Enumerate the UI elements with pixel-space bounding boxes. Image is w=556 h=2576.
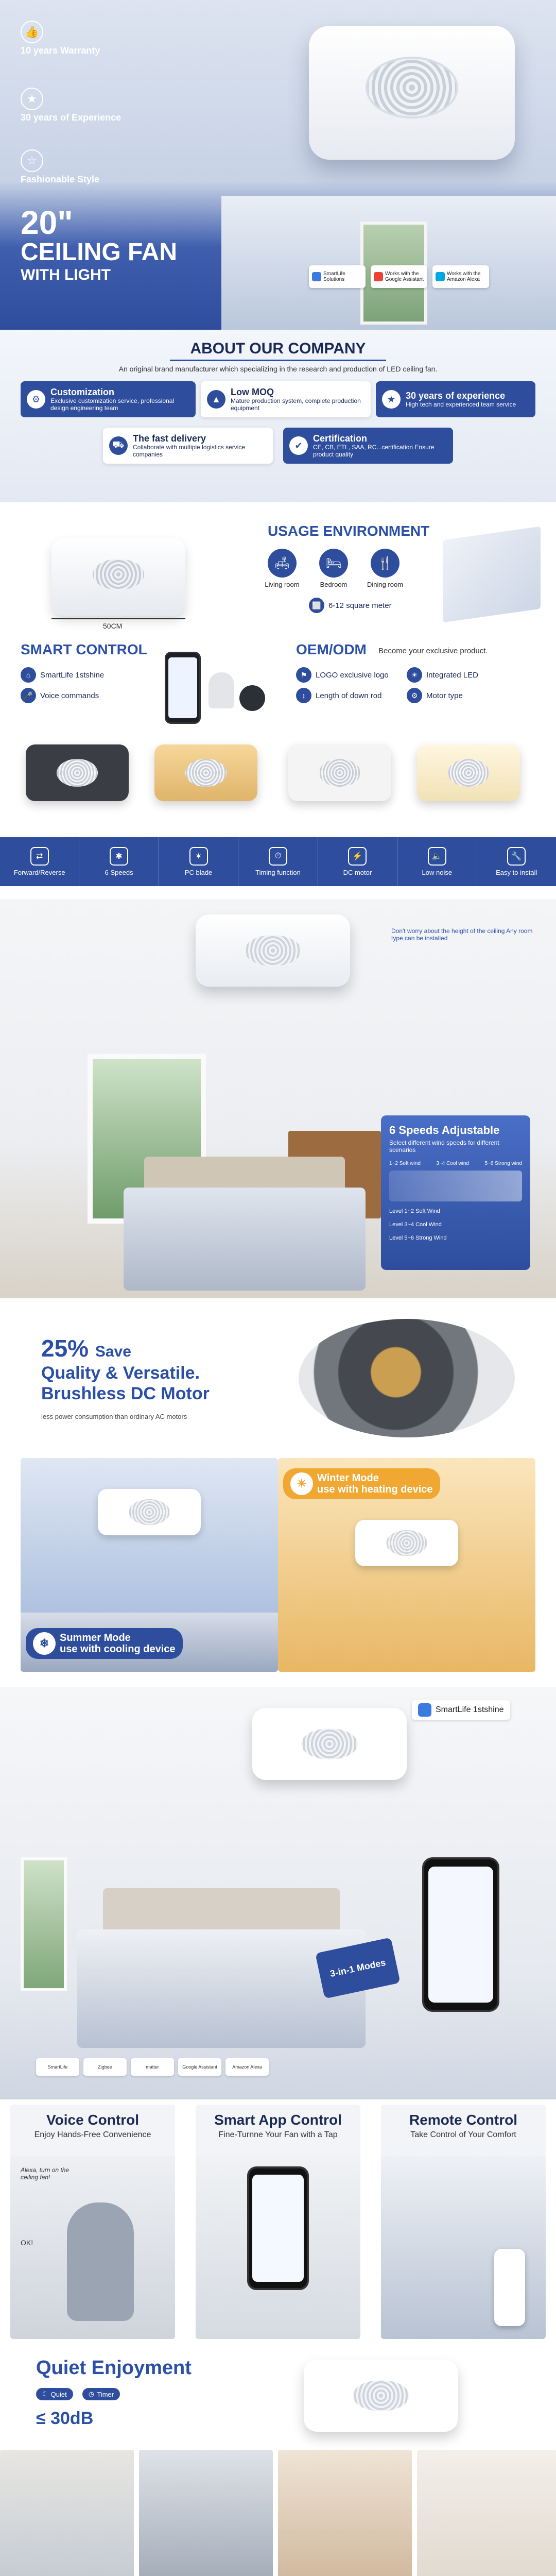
wind-wave-graphic bbox=[389, 1171, 522, 1201]
strip-item bbox=[318, 837, 397, 886]
card-title: Voice Control bbox=[46, 2112, 139, 2128]
strip-label: PC blade bbox=[184, 869, 213, 876]
strip-label: Low noise bbox=[422, 869, 453, 876]
area-label: 6-12 square meter bbox=[328, 601, 392, 610]
area-row bbox=[309, 598, 392, 613]
badge-label: SmartLife Solutions bbox=[323, 271, 345, 282]
winter-mode-label bbox=[283, 1468, 440, 1499]
phone-in-hand bbox=[247, 2166, 309, 2290]
smartlife-badge-label: SmartLife 1stshine bbox=[436, 1705, 504, 1714]
compatibility-badges bbox=[309, 265, 489, 288]
card-desc: CE, CB, ETL, SAA, RC...certification Ensure product quality bbox=[313, 444, 435, 458]
room-label: Dining room bbox=[367, 581, 404, 588]
variant-cream-fan bbox=[417, 744, 520, 801]
speed-mark: 5~6 Strong wind bbox=[484, 1161, 522, 1166]
card-subtitle: Fine-Turnne Your Fan with a Tap bbox=[218, 2130, 338, 2139]
house-illustration bbox=[443, 527, 541, 623]
speed-title: 6 Speeds Adjustable bbox=[389, 1124, 500, 1137]
voice-reply: OK! bbox=[21, 2239, 33, 2247]
modes-section bbox=[0, 1458, 556, 1687]
bedroom-section bbox=[0, 899, 556, 1298]
feature-label: Fashionable Style bbox=[21, 174, 100, 184]
card-low-moq bbox=[201, 381, 371, 417]
smartlife-icon bbox=[418, 1703, 431, 1717]
card-subtitle: Take Control of Your Comfort bbox=[410, 2130, 516, 2139]
oem-label: Motor type bbox=[426, 691, 463, 700]
card-certification bbox=[283, 428, 453, 464]
speed-level: Level 5~6 Strong Wind bbox=[389, 1235, 447, 1241]
remote-scene-image bbox=[381, 2156, 546, 2339]
snowflake-icon: ❄ bbox=[33, 1632, 56, 1655]
smartlife-icon bbox=[312, 272, 321, 281]
badge-label: Works with the Google Assistant bbox=[385, 271, 424, 282]
smartlife-badge bbox=[412, 1700, 510, 1720]
summer-label-2: use with cooling device bbox=[60, 1643, 176, 1655]
voice-control-card bbox=[10, 2105, 175, 2339]
noise-level: ≤ 30dB bbox=[36, 2409, 94, 2428]
motor-section bbox=[0, 1298, 556, 1458]
title-line-2: CEILING FAN bbox=[21, 239, 178, 266]
card-title: Smart App Control bbox=[214, 2112, 342, 2128]
card-title: The fast delivery bbox=[133, 433, 206, 444]
card-title: Remote Control bbox=[409, 2112, 517, 2128]
usage-heading: USAGE ENVIRONMENT bbox=[268, 523, 430, 539]
winter-mode-panel bbox=[278, 1458, 535, 1672]
card-desc: Collaborate with multiple logistics service companies bbox=[133, 444, 246, 458]
motor-title-line-1: Quality & Versatile. bbox=[41, 1363, 200, 1383]
speed-mark: 3~4 Cool wind bbox=[436, 1161, 469, 1166]
winter-fan-image bbox=[355, 1520, 458, 1566]
controls-section bbox=[0, 2099, 556, 2347]
feature-experience bbox=[21, 88, 121, 123]
card-title: Low MOQ bbox=[231, 387, 274, 397]
title-line-3: WITH LIGHT bbox=[21, 266, 111, 283]
card-desc: Mature production system, complete production equipment bbox=[231, 397, 361, 412]
smart-speaker-dark-image bbox=[239, 685, 265, 711]
variant-warm-fan bbox=[154, 744, 257, 801]
strip-item bbox=[397, 837, 477, 886]
save-headline bbox=[41, 1334, 131, 1362]
badge-label: Works with the Amazon Alexa bbox=[447, 271, 481, 282]
smartlife-logo: SmartLife bbox=[36, 2058, 79, 2076]
chart-icon: ▲ bbox=[207, 390, 225, 409]
oem-rod-row bbox=[296, 688, 381, 703]
feature-style bbox=[21, 149, 99, 184]
strip-item bbox=[159, 837, 238, 886]
save-percent: 25% bbox=[41, 1335, 89, 1362]
quiet-title: Quiet Enjoyment bbox=[36, 2357, 192, 2379]
smart-label: SmartLife 1stshine bbox=[40, 670, 105, 680]
hero-section bbox=[0, 0, 556, 330]
smart-speaker-image bbox=[208, 672, 234, 708]
microphone-icon: 🎤 bbox=[21, 688, 36, 703]
feature-warranty bbox=[21, 21, 100, 56]
clock-icon: ◷ bbox=[89, 2390, 95, 2398]
quiet-fan-image bbox=[304, 2360, 458, 2432]
dimension-label: 50CM bbox=[103, 622, 123, 630]
led-icon: ☀ bbox=[407, 667, 422, 683]
bed-image bbox=[124, 1188, 366, 1291]
strip-item bbox=[477, 837, 556, 886]
speed-mark: 1~2 Soft wind bbox=[389, 1161, 421, 1166]
motor-title bbox=[41, 1363, 210, 1404]
speed-level: Level 1~2 Soft Wind bbox=[389, 1208, 440, 1214]
photo-working bbox=[139, 2450, 273, 2576]
smart-fan-image bbox=[252, 1708, 407, 1780]
oem-label: LOGO exclusive logo bbox=[316, 670, 389, 680]
app-control-card bbox=[196, 2105, 360, 2339]
card-delivery bbox=[103, 428, 273, 464]
experience-icon: ★ bbox=[21, 88, 43, 110]
summer-label-1: Summer Mode bbox=[60, 1632, 131, 1643]
oem-label: Integrated LED bbox=[426, 670, 478, 680]
oem-label: Length of down rod bbox=[316, 691, 382, 700]
dining-room-icon: 🍴 bbox=[371, 549, 399, 578]
card-subtitle: Enjoy Hands-Free Convenience bbox=[34, 2130, 151, 2139]
strip-label: Easy to install bbox=[496, 869, 537, 876]
style-icon: ☆ bbox=[21, 149, 43, 172]
oem-motor-row bbox=[407, 688, 463, 703]
dimension-line bbox=[51, 618, 185, 619]
variant-black-fan bbox=[26, 744, 129, 801]
card-desc: Exclusive customization service, professional design engineering team bbox=[50, 397, 175, 412]
install-icon: 🔧 bbox=[507, 847, 526, 866]
strip-label: Timing function bbox=[255, 869, 301, 876]
quiet-section bbox=[0, 2347, 556, 2576]
voice-bubble: Alexa, turn on the ceiling fan! bbox=[21, 2166, 70, 2181]
strip-label: Forward/Reverse bbox=[13, 869, 65, 876]
rod-icon: ↕ bbox=[296, 688, 311, 703]
oem-logo-row bbox=[296, 667, 389, 683]
smartlife-icon: ⌂ bbox=[21, 667, 36, 683]
speed-marks bbox=[389, 1161, 522, 1166]
strip-item bbox=[0, 837, 79, 886]
truck-icon: ⛟ bbox=[109, 436, 128, 455]
speed-desc: Select different wind speeds for different scenarios bbox=[389, 1139, 499, 1154]
card-customization bbox=[21, 381, 196, 417]
photo-baby-sleeping bbox=[417, 2450, 556, 2576]
smart-control-heading: SMART CONTROL bbox=[21, 641, 147, 657]
room-label: Living room bbox=[265, 581, 300, 588]
blade-icon: ✶ bbox=[189, 847, 208, 866]
about-heading: ABOUT OUR COMPANY bbox=[190, 340, 366, 357]
star-icon: ★ bbox=[382, 390, 401, 409]
card-title: 30 years of experience bbox=[406, 391, 506, 401]
about-section bbox=[0, 330, 556, 502]
save-word: Save bbox=[95, 1343, 131, 1360]
platform-logos bbox=[36, 2058, 269, 2076]
person-silhouette bbox=[67, 2202, 134, 2321]
smartlife-row bbox=[21, 667, 104, 683]
badge-alexa bbox=[432, 265, 489, 288]
feature-label: 10 years Warranty bbox=[21, 45, 100, 56]
oem-subtitle: Become your exclusive product. bbox=[378, 647, 488, 655]
summer-mode-label bbox=[26, 1628, 183, 1659]
winter-label-2: use with heating device bbox=[317, 1484, 433, 1495]
google-assistant-logo: Google Assistant bbox=[178, 2058, 221, 2076]
hero-fan-image bbox=[309, 26, 515, 160]
motor-desc: less power consumption than ordinary AC motors bbox=[41, 1413, 187, 1420]
winter-label-1: Winter Mode bbox=[317, 1472, 379, 1484]
strip-item bbox=[79, 837, 159, 886]
variant-white-fan bbox=[288, 744, 391, 801]
card-desc: High tech and experienced team service bbox=[406, 401, 516, 408]
voice-scene-image bbox=[10, 2156, 175, 2339]
moon-icon: ☾ bbox=[42, 2390, 48, 2398]
heading-underline bbox=[170, 360, 386, 361]
strip-label: 6 Speeds bbox=[105, 869, 133, 876]
oem-led-row bbox=[407, 667, 478, 683]
summer-mode-panel bbox=[21, 1458, 278, 1672]
card-title: Customization bbox=[50, 387, 114, 397]
quiet-chip bbox=[36, 2388, 73, 2400]
app-scene-image bbox=[196, 2156, 360, 2339]
feature-strip bbox=[0, 837, 556, 886]
timer-chip bbox=[82, 2388, 120, 2400]
hero-title bbox=[21, 206, 177, 284]
low-noise-icon: 🔈 bbox=[428, 847, 446, 866]
smartlife-section bbox=[0, 1687, 556, 2099]
dc-motor-icon: ⚡ bbox=[348, 847, 367, 866]
fan-dimension-image bbox=[51, 538, 185, 616]
reverse-icon: ⇄ bbox=[30, 847, 49, 866]
sun-icon: ☀ bbox=[290, 1472, 313, 1495]
motor-icon: ⚙ bbox=[407, 688, 422, 703]
remote-control-card bbox=[381, 2105, 546, 2339]
chip-label: Timer bbox=[97, 2390, 114, 2398]
about-intro: An original brand manufacturer which specializing in the research and production of LED ceiling fan. bbox=[118, 365, 438, 373]
card-title: Certification bbox=[313, 433, 368, 444]
badge-smartlife bbox=[309, 265, 366, 288]
card-experience bbox=[376, 381, 535, 417]
logo-icon: ⚑ bbox=[296, 667, 311, 683]
title-size: 20" bbox=[21, 204, 73, 241]
strip-label: DC motor bbox=[343, 869, 372, 876]
area-icon: ⬜ bbox=[309, 598, 324, 613]
motor-title-line-2: Brushless DC Motor bbox=[41, 1384, 210, 1403]
room-label: Bedroom bbox=[320, 581, 348, 588]
amazon-alexa-logo: Amazon Alexa bbox=[225, 2058, 269, 2076]
product-section bbox=[0, 502, 556, 899]
voice-label: Voice commands bbox=[40, 691, 99, 700]
speed-panel bbox=[381, 1115, 530, 1270]
badge-google bbox=[371, 265, 427, 288]
app-phone-image bbox=[422, 1857, 499, 2012]
living-room-icon: 🛋 bbox=[268, 549, 297, 578]
oem-heading: OEM/ODM bbox=[296, 641, 367, 657]
modes-tag: 3-in-1 Modes bbox=[315, 1937, 400, 1998]
photo-reading bbox=[0, 2450, 134, 2576]
speed-level: Level 3~4 Cool Wind bbox=[389, 1222, 442, 1228]
voice-row bbox=[21, 688, 99, 703]
phone-image bbox=[165, 652, 201, 724]
google-icon bbox=[374, 272, 383, 281]
thumbs-up-icon: 👍 bbox=[21, 21, 43, 43]
photo-relaxing bbox=[278, 2450, 412, 2576]
alexa-icon bbox=[436, 272, 445, 281]
certificate-icon: ✔ bbox=[289, 436, 308, 455]
smart-window bbox=[21, 1857, 67, 1991]
timer-icon: ⏱ bbox=[269, 847, 287, 866]
matter-logo: matter bbox=[131, 2058, 174, 2076]
speed-icon: ✱ bbox=[110, 847, 128, 866]
feature-label: 30 years of Experience bbox=[21, 112, 121, 123]
motor-image bbox=[299, 1319, 515, 1437]
ceiling-note: Don't worry about the height of the ceiling Any room type can be installed bbox=[391, 927, 533, 942]
summer-fan-image bbox=[98, 1489, 201, 1535]
chip-label: Quiet bbox=[50, 2390, 67, 2398]
gear-icon: ⚙ bbox=[27, 390, 45, 409]
zigbee-logo: Zigbee bbox=[83, 2058, 127, 2076]
bedroom-fan-image bbox=[196, 914, 350, 987]
remote-image bbox=[494, 2249, 525, 2326]
strip-item bbox=[238, 837, 318, 886]
bedroom-icon: 🛏 bbox=[319, 549, 348, 578]
